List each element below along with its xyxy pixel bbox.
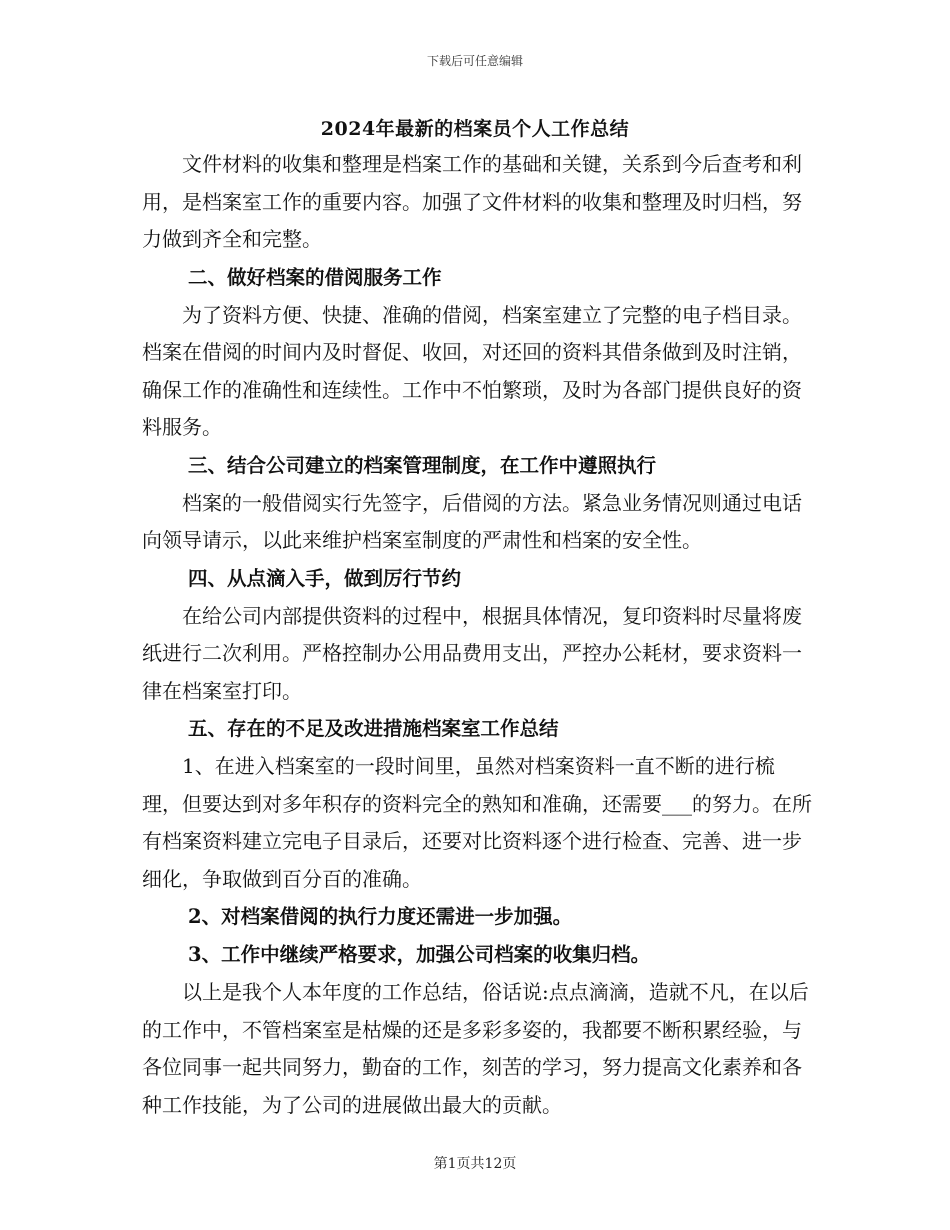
page-number: 第1页共12页 (433, 1156, 517, 1172)
section-heading: 三、结合公司建立的档案管理制度，在工作中遵照执行 (188, 453, 657, 477)
paragraph: 档案的一般借阅实行先签字，后借阅的方法。紧急业务情况则通过电话向领导请示，以此来维护档案室制度的严肃性和档案的安全性。 (142, 490, 802, 552)
section-heading: 3、工作中继续严格要求，加强公司档案的收集归档。 (188, 943, 651, 966)
paragraph: 文件材料的收集和整理是档案工作的基础和关键，关系到今后查考和利用，是档案室工作的重要内容。加强了文件材料的收集和整理及时归档，努力做到齐全和完整。 (142, 152, 802, 251)
paragraph: 1、在进入档案室的一段时间里，虽然对档案资料一直不断的进行梳理，但要达到对多年积存的资料完全的熟知和准确，还需要___的努力。在所有档案资料建立完电子目录后，还要对比资料逐个进行检查、完善、进一步细化，争取做到百分百的准确。 (142, 754, 812, 891)
paragraph: 以上是我个人本年度的工作总结，俗话说:点点滴滴，造就不凡，在以后的工作中，不管档案室是枯燥的还是多彩多姿的，我都要不断积累经验，与各位同事一起共同努力，勤奋的工作，刻苦的学习，努力提高文化素养和各种工作技能，为了公司的进展做出最大的贡献。 (142, 980, 809, 1117)
section-heading: 五、存在的不足及改进措施档案室工作总结 (188, 717, 559, 740)
document-body (142, 146, 812, 1124)
header-note: 下载后可任意编辑 (426, 54, 523, 68)
section-heading: 四、从点滴入手，做到厉行节约 (188, 566, 462, 590)
document-title: 2024年最新的档案员个人工作总结 (320, 118, 630, 140)
paragraph: 在给公司内部提供资料的过程中，根据具体情况，复印资料时尽量将废纸进行二次利用。严格控制办公用品费用支出，严控办公耗材，要求资料一律在档案室打印。 (142, 603, 802, 703)
paragraph: 为了资料方便、快捷、准确的借阅，档案室建立了完整的电子档目录。档案在借阅的时间内及时督促、收回，对还回的资料其借条做到及时注销，确保工作的准确性和连续性。工作中不怕繁琐，及时为各部门提供良好的资料服务。 (142, 302, 802, 439)
section-heading: 2、对档案借阅的执行力度还需进一步加强。 (188, 905, 573, 928)
section-heading: 二、做好档案的借阅服务工作 (188, 265, 442, 289)
